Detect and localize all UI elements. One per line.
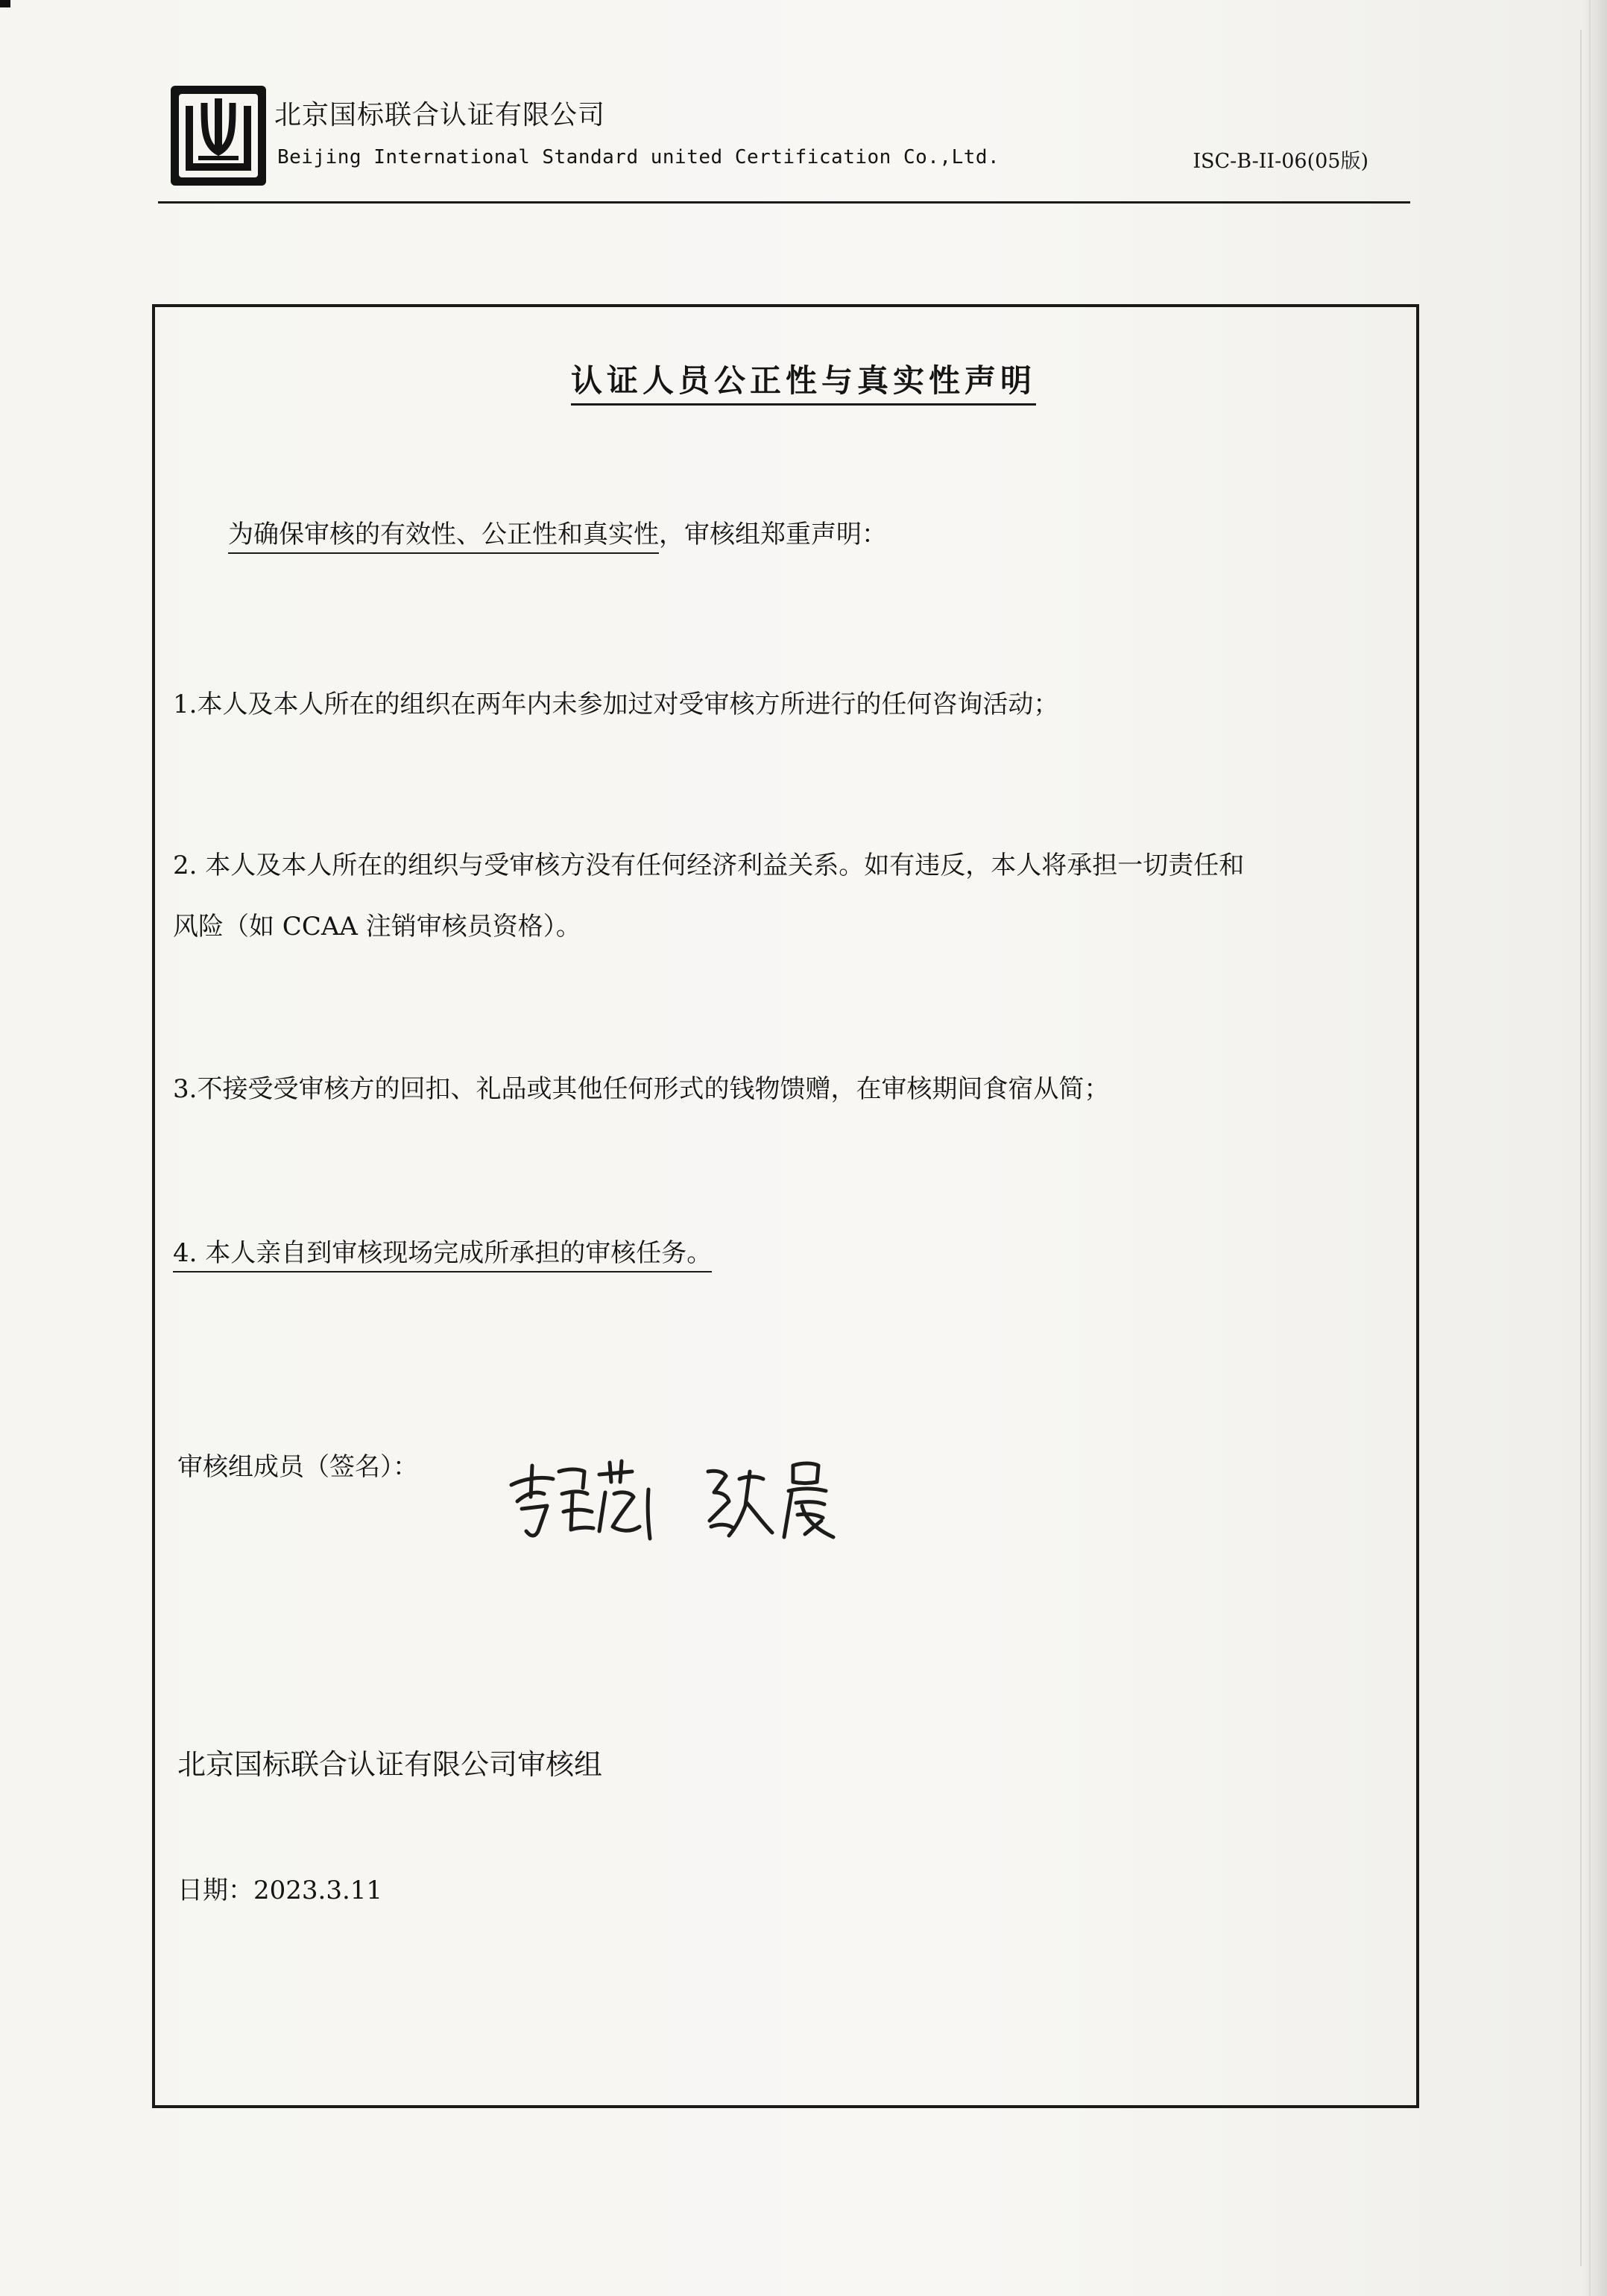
intro-underlined-text: 为确保审核的有效性、公正性和真实性 [228,520,659,554]
declaration-box [152,304,1419,2108]
declaration-item-1: 1.本人及本人所在的组织在两年内未参加过对受审核方所进行的任何咨询活动； [173,690,1059,719]
intro-rest-text: ，审核组郑重声明： [659,520,887,549]
company-logo-icon [168,83,268,188]
document-code: ISC-B-II-06(05版) [1193,150,1368,173]
handwritten-signature-icon [501,1449,888,1546]
declaration-item-2-line-2: 风险（如 CCAA 注销审核员资格）。 [173,912,581,942]
declaration-title-text: 认证人员公正性与真实性声明 [571,362,1036,406]
page-edge-line [1589,0,1591,2296]
declaration-title [0,356,1607,401]
declaration-intro [228,504,887,565]
header-divider [158,201,1410,204]
declaration-date: 日期：2023.3.11 [177,1876,383,1905]
declaration-item-4 [173,1223,712,1284]
item-4-underlined-text: 4. 本人亲自到审核现场完成所承担的审核任务。 [173,1238,712,1272]
scan-corner-mark [0,0,10,7]
audit-group-name: 北京国标联合认证有限公司审核组 [177,1748,603,1781]
page-edge-shadow [1582,0,1607,2296]
declaration-item-3: 3.不接受受审核方的回扣、礼品或其他任何形式的钱物馈赠，在审核期间食宿从简； [173,1074,1110,1104]
audit-members-label: 审核组成员（签名）： [177,1452,418,1482]
declaration-item-2-line-1: 2. 本人及本人所在的组织与受审核方没有任何经济利益关系。如有违反，本人将承担一切责任和 [173,851,1245,880]
company-name-en: Beijing International Standard united Certification Co.,Ltd. [277,146,1000,168]
company-name-cn: 北京国标联合认证有限公司 [274,100,606,130]
